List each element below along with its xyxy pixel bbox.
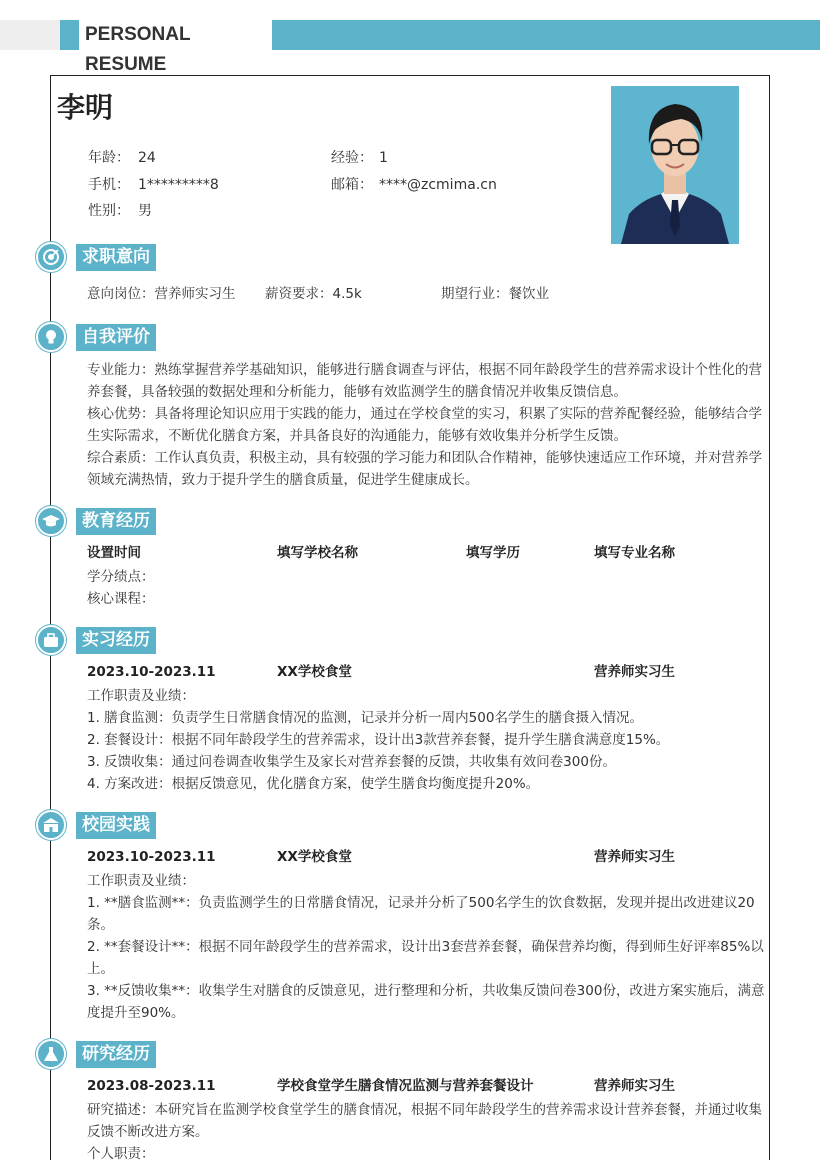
section-title-internship: 实习经历 <box>76 627 156 654</box>
header-grey-block <box>0 20 60 50</box>
gender-info <box>88 200 152 220</box>
section-title-education: 教育经历 <box>76 508 156 535</box>
campus-row <box>87 846 767 868</box>
email-info <box>331 174 497 194</box>
briefcase-icon <box>36 625 66 655</box>
internship-time: 2023.10-2023.11 <box>87 664 216 680</box>
research-time: 2023.08-2023.11 <box>87 1078 216 1094</box>
school-building-icon <box>36 810 66 840</box>
header-accent-bar <box>272 20 820 50</box>
research-duty-title: 个人职责： <box>87 1146 155 1160</box>
self-eval-paragraph: 专业能力：熟练掌握营养学基础知识，能够进行膳食调查与评估，根据不同年龄段学生的营养需求设计个性化的营养套餐，具备较强的数据处理和分析能力，能够有效监测学生的膳食情况并收集反馈信息。 <box>87 362 762 400</box>
header-bar <box>0 20 820 75</box>
phone-info <box>88 174 219 194</box>
gender-label: 性别： <box>88 203 130 219</box>
education-gpa: 学分绩点： <box>87 569 155 585</box>
education-courses: 核心课程： <box>87 591 155 607</box>
intent-industry: 期望行业：餐饮业 <box>441 286 549 302</box>
candidate-name: 李明 <box>57 91 114 124</box>
internship-duty-title: 工作职责及业绩： <box>87 688 195 704</box>
age-info <box>88 147 156 167</box>
intent-position: 意向岗位：营养师实习生 <box>87 286 236 302</box>
campus-item: 3. **反馈收集**：收集学生对膳食的反馈意见，进行整理和分析，共收集反馈问卷300份，改进方案实施后，满意度提升至90%。 <box>87 983 765 1021</box>
campus-duty-title: 工作职责及业绩： <box>87 873 195 889</box>
research-role: 营养师实习生 <box>594 1078 675 1094</box>
internship-item: 2. 套餐设计：根据不同年龄段学生的营养需求，设计出3款营养套餐，提升学生膳食满意度15%。 <box>87 732 670 748</box>
education-row <box>87 542 767 564</box>
campus-org: XX学校食堂 <box>277 849 352 865</box>
education-school: 填写学校名称 <box>277 545 358 561</box>
bulb-icon <box>36 322 66 352</box>
internship-item: 1. 膳食监测：负责学生日常膳食情况的监测，记录并分析一周内500名学生的膳食摄入情况。 <box>87 710 643 726</box>
campus-role: 营养师实习生 <box>594 849 675 865</box>
internship-org: XX学校食堂 <box>277 664 352 680</box>
education-degree: 填写学历 <box>466 545 520 561</box>
campus-item: 2. **套餐设计**：根据不同年龄段学生的营养需求，设计出3套营养套餐，确保营养均衡，得到师生好评率85%以上。 <box>87 939 764 977</box>
intent-salary: 薪资要求：4.5k <box>265 286 362 302</box>
education-major: 填写专业名称 <box>594 545 675 561</box>
experience-info <box>331 147 388 167</box>
email-value: ****@zcmima.cn <box>379 177 497 193</box>
campus-time: 2023.10-2023.11 <box>87 849 216 865</box>
research-project: 学校食堂学生膳食情况监测与营养套餐设计 <box>277 1078 534 1094</box>
internship-item: 4. 方案改进：根据反馈意见，优化膳食方案，使学生膳食均衡度提升20%。 <box>87 776 540 792</box>
self-eval-paragraph: 综合素质：工作认真负责，积极主动，具有较强的学习能力和团队合作精神，能够快速适应工作环境，并对营养学领域充满热情，致力于提升学生的膳食质量，促进学生健康成长。 <box>87 450 762 488</box>
graduation-cap-icon <box>36 506 66 536</box>
intent-row <box>87 283 767 305</box>
profile-photo <box>611 86 739 244</box>
education-time: 设置时间 <box>87 545 141 561</box>
internship-item: 3. 反馈收集：通过问卷调查收集学生及家长对营养套餐的反馈，共收集有效问卷300份。 <box>87 754 616 770</box>
education-details <box>87 566 767 610</box>
self-eval-paragraph: 核心优势：具备将理论知识应用于实践的能力，通过在学校食堂的实习，积累了实际的营养配餐经验，能够结合学生实际需求，不断优化膳食方案，并具备良好的沟通能力，能够有效收集并分析学生反馈。 <box>87 406 762 444</box>
research-description: 研究描述：本研究旨在监测学校食堂学生的膳食情况，根据不同年龄段学生的营养需求设计营养套餐，并通过收集反馈不断改进方案。 <box>87 1102 762 1140</box>
internship-role: 营养师实习生 <box>594 664 675 680</box>
campus-item: 1. **膳食监测**：负责监测学生的日常膳食情况，记录并分析了500名学生的饮食数据，发现并提出改进建议20条。 <box>87 895 755 933</box>
self-eval-text <box>87 359 767 491</box>
internship-row <box>87 661 767 683</box>
research-row <box>87 1075 767 1097</box>
phone-value: 1*********8 <box>138 177 219 193</box>
campus-details <box>87 870 767 1024</box>
research-details <box>87 1099 767 1160</box>
experience-value: 1 <box>379 150 388 166</box>
section-title-self-eval: 自我评价 <box>76 324 156 351</box>
target-icon <box>36 242 66 272</box>
age-value: 24 <box>138 150 156 166</box>
experience-label: 经验： <box>331 150 373 166</box>
phone-label: 手机： <box>88 177 130 193</box>
section-title-research: 研究经历 <box>76 1041 156 1068</box>
header-title: PERSONAL RESUME <box>79 20 272 50</box>
email-label: 邮箱： <box>331 177 373 193</box>
section-title-campus: 校园实践 <box>76 812 156 839</box>
gender-value: 男 <box>138 203 152 219</box>
age-label: 年龄： <box>88 150 130 166</box>
internship-details <box>87 685 767 795</box>
section-title-intent: 求职意向 <box>76 244 156 271</box>
flask-icon <box>36 1039 66 1069</box>
header-accent-block <box>60 20 79 50</box>
